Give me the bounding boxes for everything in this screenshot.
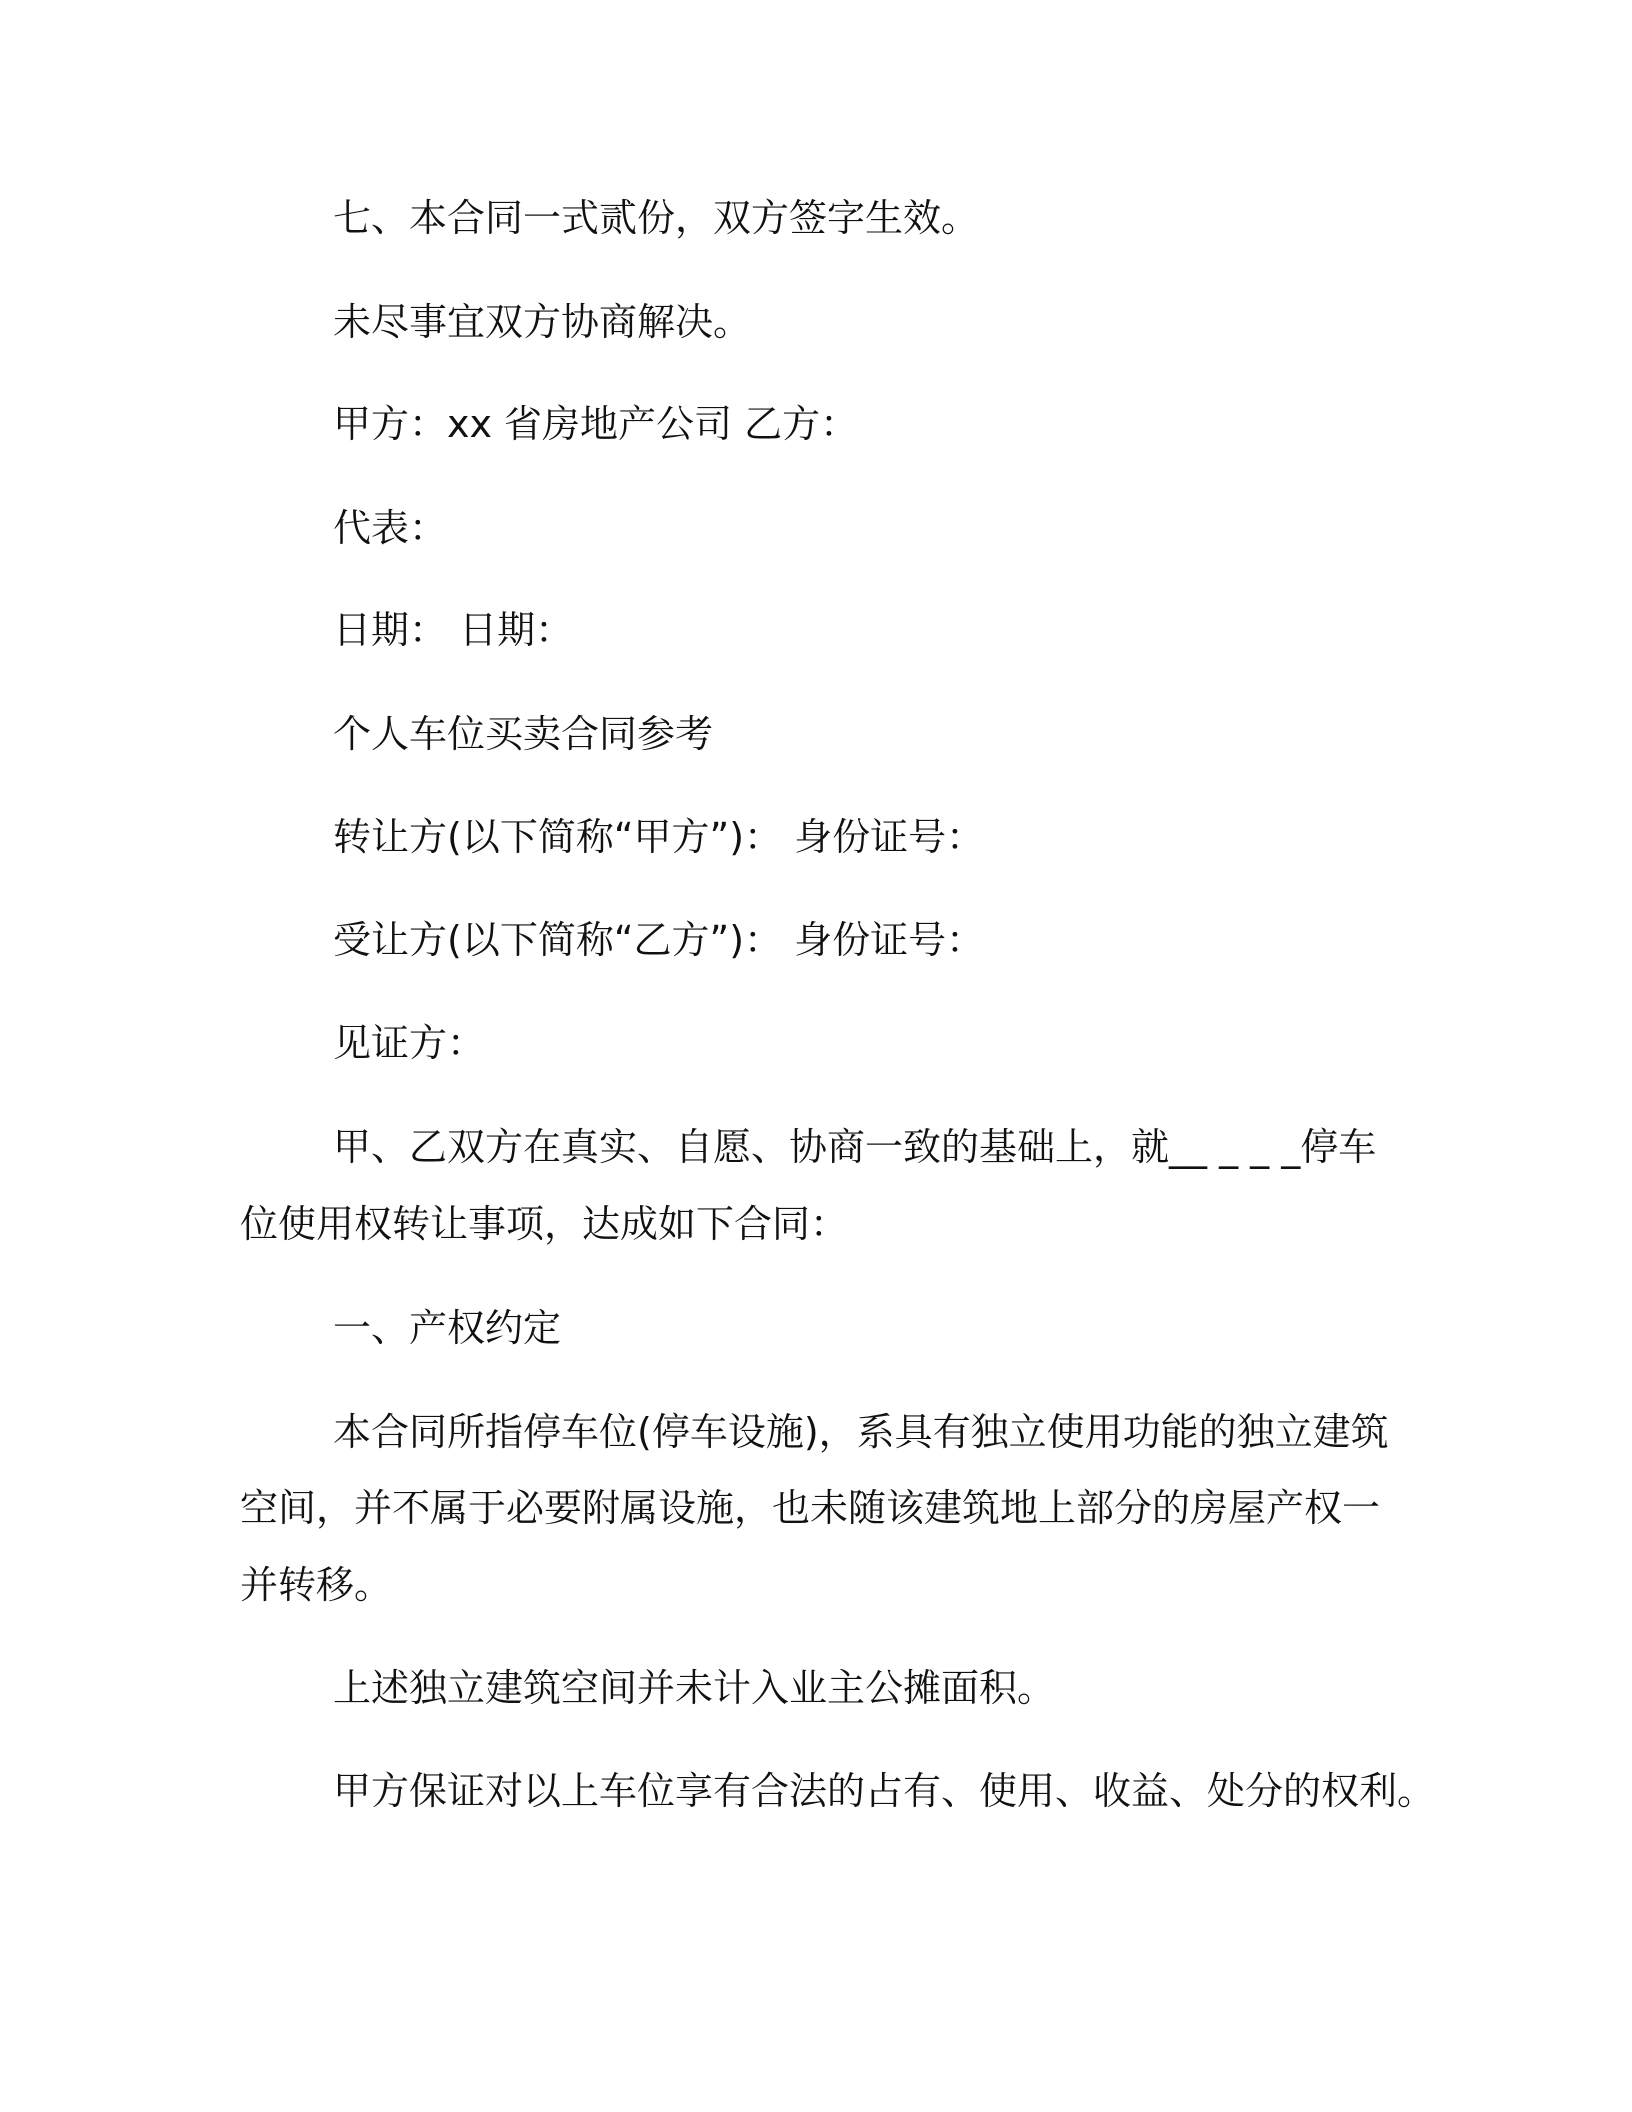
section-heading-property-rights: 一、产权约定 xyxy=(333,1306,562,1350)
property-paragraph-line-3: 并转移。 xyxy=(240,1563,393,1607)
shared-area-line: 上述独立建筑空间并未计入业主公摊面积。 xyxy=(333,1666,1056,1710)
transferee-line: 受让方(以下简称“乙方”)： 身份证号： xyxy=(333,918,985,962)
contract-title: 个人车位买卖合同参考 xyxy=(333,712,714,756)
witness-line: 见证方： xyxy=(333,1021,486,1065)
rights-guarantee-line: 甲方保证对以上车位享有合法的占有、使用、收益、处分的权利。 xyxy=(333,1769,1436,1813)
intro-paragraph-line-1: 甲、乙双方在真实、自愿、协商一致的基础上，就__ _ _ _停车 xyxy=(333,1125,1377,1169)
party-a-b-line: 甲方：xx 省房地产公司 乙方： xyxy=(333,402,859,446)
date-line: 日期： 日期： xyxy=(333,608,574,652)
transferor-line: 转让方(以下简称“甲方”)： 身份证号： xyxy=(333,815,985,859)
property-paragraph-line-2: 空间，并不属于必要附属设施，也未随该建筑地上部分的房屋产权一 xyxy=(240,1486,1381,1530)
unresolved-matters-line: 未尽事宜双方协商解决。 xyxy=(333,300,752,344)
intro-paragraph-line-2: 位使用权转让事项，达成如下合同： xyxy=(240,1202,849,1246)
property-paragraph-line-1: 本合同所指停车位(停车设施)，系具有独立使用功能的独立建筑 xyxy=(333,1410,1389,1454)
clause-seven: 七、本合同一式贰份，双方签字生效。 xyxy=(333,196,980,240)
representative-line: 代表： xyxy=(333,506,448,550)
